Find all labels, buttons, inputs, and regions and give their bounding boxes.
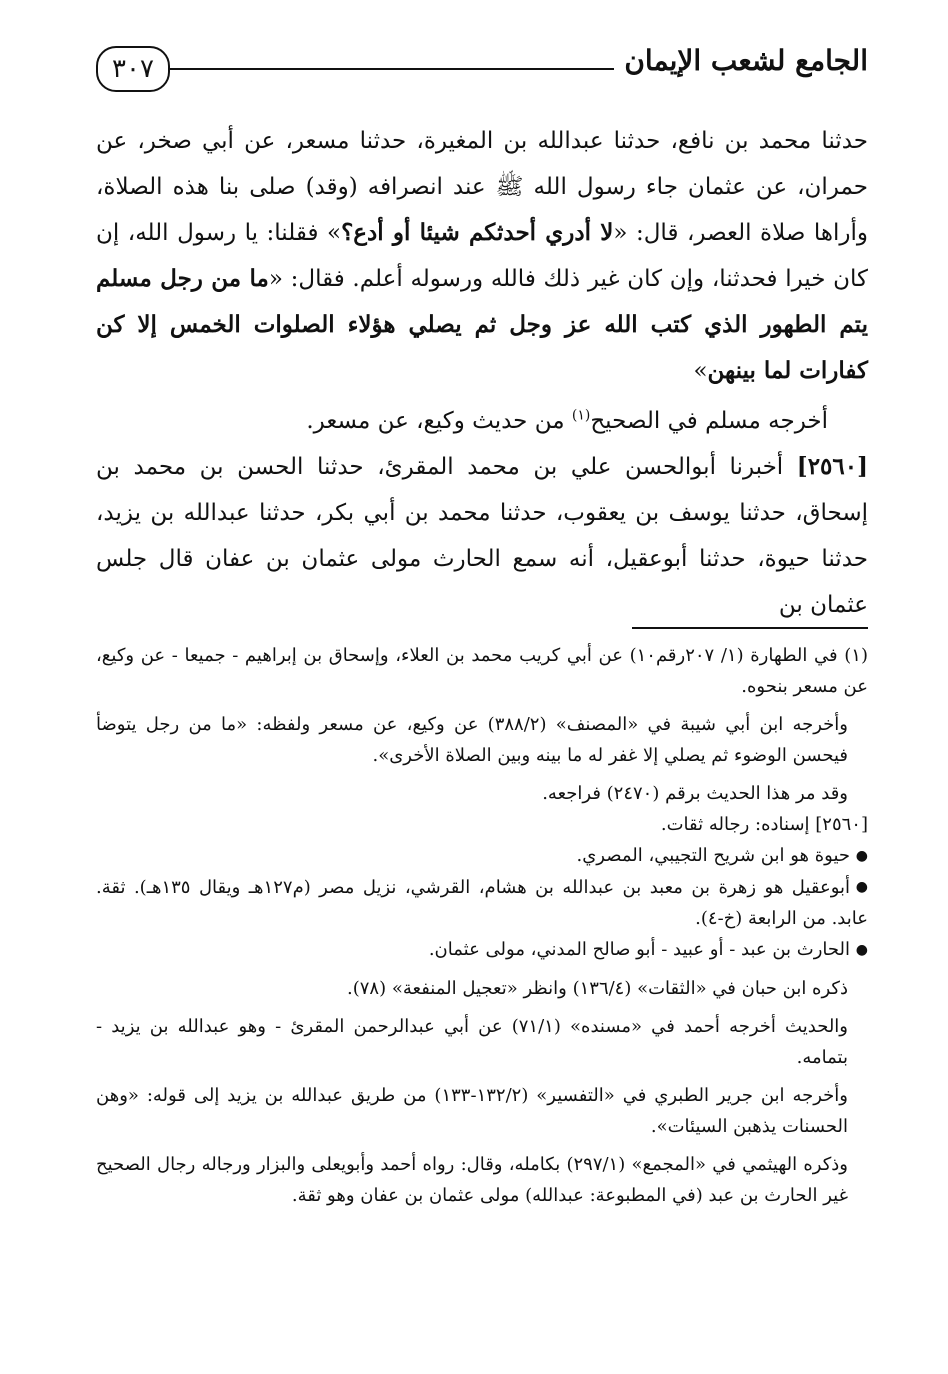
record-text: أخبرنا أبوالحسن علي بن محمد المقرئ، حدثنا الحسن بن محمد بن إسحاق، حدثنا يوسف بن يعقوب، حدثنا محمد بن أبي بكر، حدثنا عبدالله بن يزيد، حدثنا حيوة، حدثنا أبوعقيل، أنه سمع الحارث مولى عثمان بن عفان قال جلس عثمان بن: [96, 454, 868, 618]
footnote-separator: [632, 627, 868, 629]
page-header: [96, 38, 868, 98]
page-number: ٣٠٧: [96, 46, 170, 92]
hadith-text: حدثنا محمد بن نافع، حدثنا عبدالله بن المغيرة، حدثنا مسعر، عن أبي صخر، عن حمران، عن عثمان جاء رسول الله ﷺ عند انصرافه (وقد) صلى بنا هذه الصلاة، وأراها صلاة العصر، قال: «: [96, 128, 869, 246]
bullet-icon: ●: [855, 847, 868, 864]
narrator-item: [96, 934, 868, 966]
hadith-paragraph: [96, 118, 868, 394]
footnote-1: (١) في الطهارة (١/ ٢٠٧رقم١٠) عن أبي كريب محمد بن العلاء، وإسحاق بن إبراهيم - جميعا - عن وكيع، عن مسعر بنحوه.: [96, 645, 868, 697]
bullet-icon: ●: [855, 879, 868, 895]
attribution-text: من حديث وكيع، عن مسعر.: [306, 408, 572, 434]
footnote-1-cont: وقد مر هذا الحديث برقم (٢٤٧٠) فراجعه.: [542, 783, 848, 804]
narrator-text: أبوعقيل هو زهرة بن معبد بن عبدالله بن هشام، القرشي، نزيل مصر (م١٢٧هـ ويقال ١٣٥هـ). ثقة. عابد. من الرابعة (خ-٤).: [96, 876, 868, 929]
narrator-item: [96, 840, 868, 872]
hadith-quote: ما من رجل مسلم يتم الطهور الذي كتب الله عز وجل ثم يصلي هؤلاء الصلوات الخمس إلا كن كفارات لما بينهن: [96, 265, 868, 384]
running-title: الجامع لشعب الإيمان: [614, 44, 868, 77]
narrator-text: الحارث بن عبد - أو عبيد - أبو صالح المدني، مولى عثمان.: [428, 939, 850, 960]
narrator-text: حيوة هو ابن شريح التجيبي، المصري.: [576, 845, 850, 866]
main-text: [96, 118, 868, 628]
isnad-heading: [٢٥٦٠] إسناده: رجاله ثقات.: [660, 814, 868, 835]
footnotes: [96, 640, 868, 1211]
narrator-note: ذكره ابن حبان في «الثقات» (١٣٦/٤) وانظر «تعجيل المنفعة» (٧٨).: [347, 977, 848, 999]
hadith-quote: لا أدري أحدثكم شيئا أو أدع؟: [341, 219, 614, 246]
bullet-icon: ●: [855, 941, 868, 958]
takhrij-ahmad: والحديث أخرجه أحمد في «مسنده» (٧١/١) عن أبي عبدالرحمن المقرئ - وهو عبدالله بن يزيد - بتمامه.: [96, 1015, 848, 1068]
takhrij-tabari: وأخرجه ابن جرير الطبري في «التفسير» (١٣٢/٢-١٣٣) من طريق عبدالله بن يزيد إلى قوله: «وهن الحسنات يذهبن السيئات».: [96, 1084, 848, 1137]
record-paragraph: [96, 444, 868, 628]
footnote-ref[interactable]: (١): [571, 407, 591, 424]
attribution-text: أخرجه مسلم في الصحيح: [590, 408, 828, 434]
hadith-text: »: [693, 358, 708, 384]
header-rule: [162, 68, 668, 70]
attribution-line: [96, 398, 868, 444]
footnote-1-cont: وأخرجه ابن أبي شيبة في «المصنف» (٣٨٨/٢) عن وكيع، عن مسعر ولفظه: «ما من رجل يتوضأ فيحسن الوضوء ثم يصلي إلا غفر له ما بينه وبين الصلاة الأخرى».: [96, 714, 848, 766]
record-number: [٢٥٦٠]: [796, 453, 868, 480]
narrator-item: [96, 872, 868, 935]
takhrij-haythami: وذكره الهيثمي في «المجمع» (٢٩٧/١) بكامله، وقال: رواه أحمد وأبويعلى والبزار ورجاله رجال الصحيح غير الحارث بن عبد (في المطبوعة: عبدالله) مولى عثمان بن عفان وهو ثقة.: [96, 1153, 849, 1206]
hadith-text: » فقلنا: يا رسول الله، إن كان خيرا فحدثنا، وإن كان غير ذلك فالله ورسوله أعلم. فقال: «: [96, 220, 868, 292]
